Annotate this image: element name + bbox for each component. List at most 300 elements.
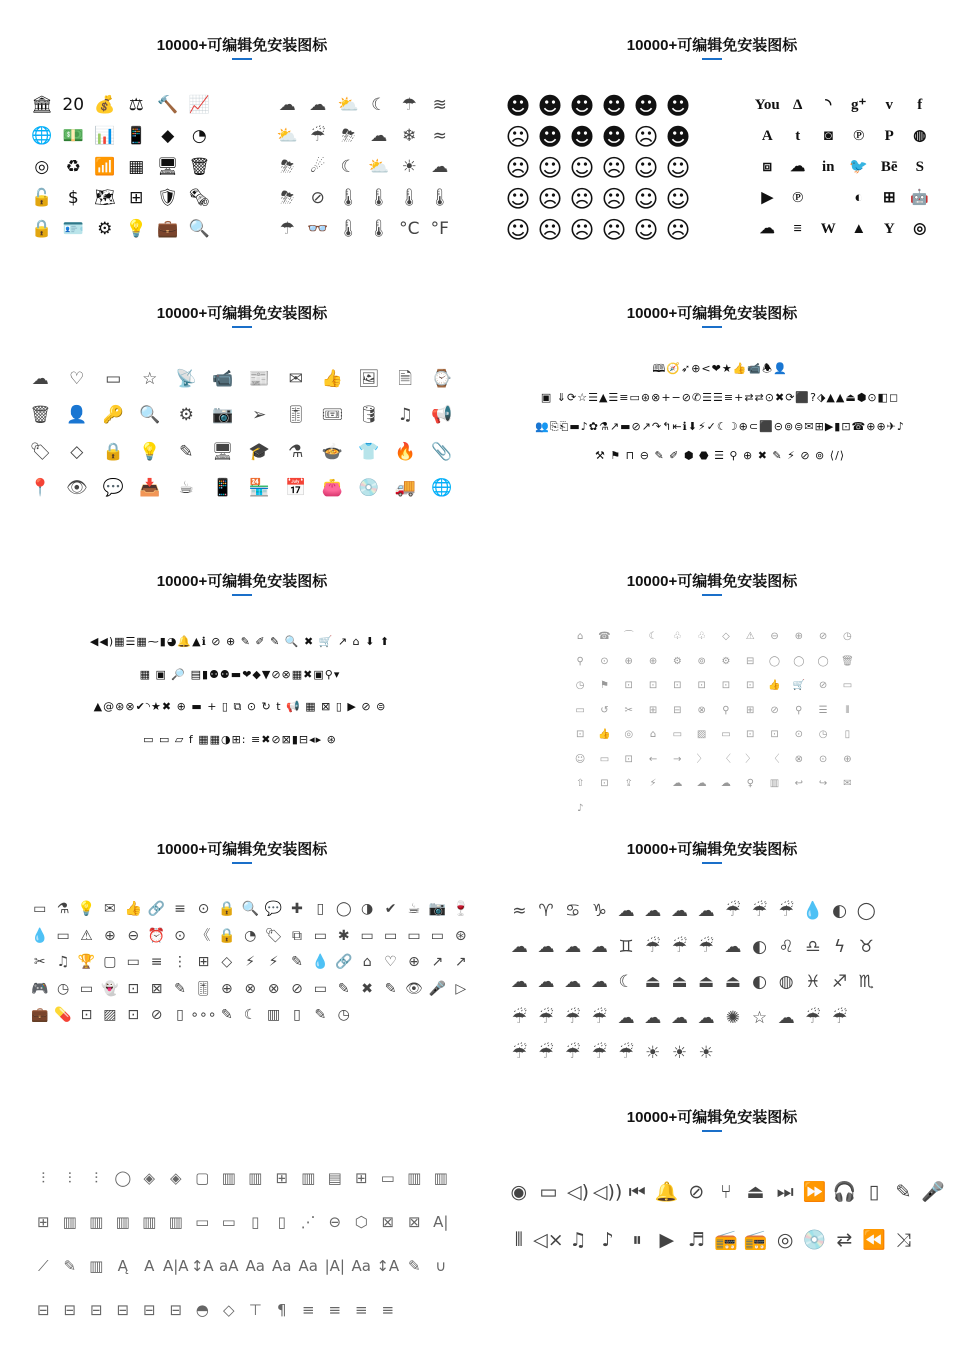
weather-zodiac-icon: ☔	[671, 936, 688, 957]
outline-icon: ⊕	[624, 655, 633, 667]
outline-icon: ⚠	[745, 631, 755, 643]
panel-title: 10000+可编辑免安装图标	[156, 573, 328, 590]
weather-zodiac-icon: ☔	[618, 1043, 634, 1064]
weather-zodiac-icon: ♌	[778, 936, 794, 957]
media-control-icon: ⏪	[862, 1228, 886, 1251]
weather-zodiac-icon: ◍	[778, 972, 794, 993]
emoji-face-icon: ☹	[633, 122, 659, 151]
outline-icon: ▯	[293, 1007, 301, 1024]
food-icon: 🍲	[321, 441, 343, 462]
outline-icon: ⌂	[649, 729, 657, 741]
thermometer-mid-icon: 🌡	[398, 188, 421, 208]
media-control-icon: ◉	[510, 1180, 528, 1203]
weather-zodiac-icon: ☁	[564, 972, 582, 993]
windows-icon: ⊞	[882, 190, 896, 206]
lightbulb-icon: 💡	[125, 219, 147, 239]
outline-icon: 🔗	[335, 954, 353, 971]
outline-icon: ◷	[56, 980, 70, 997]
thumbs-up-icon: 👍	[321, 368, 343, 389]
media-control-icon: ♬	[687, 1228, 705, 1251]
outline-icon: ⊖	[127, 927, 140, 944]
calendar-20-icon: 20	[62, 95, 85, 115]
outline-icon: ⊙	[794, 729, 804, 741]
location-icon: 📍	[29, 478, 51, 499]
outline-icon: ⊗	[267, 980, 280, 997]
emoji-face-icon: ☺	[633, 184, 659, 213]
weather-zodiac-icon: ☁	[670, 1007, 688, 1028]
emoji-face-icon: ☹	[601, 153, 627, 182]
weather-zodiac-icon: ☔	[725, 901, 741, 922]
text-format-icon: ▥	[62, 1212, 77, 1231]
outline-icon: ⊟	[746, 655, 755, 667]
outline-icon: 📷	[428, 901, 447, 918]
outline-icon: ✚	[291, 901, 303, 918]
thermometer-full-icon: 🌡	[337, 219, 360, 239]
outline-icon: ▭	[126, 954, 140, 971]
text-format-icon: ⊟	[89, 1300, 103, 1319]
text-format-icon: ⊤	[248, 1300, 262, 1319]
outline-icon: ♫	[56, 954, 70, 971]
emoji-face-icon: ☻	[633, 91, 659, 120]
emoji-face-icon: ☻	[537, 91, 563, 120]
outline-icon: ✱	[337, 927, 350, 944]
lock-icon: 🔒	[102, 441, 124, 462]
outline-icon: 🏷	[264, 927, 283, 944]
outline-icon: ⊡	[746, 729, 755, 741]
outline-icon: ⌒	[623, 631, 634, 643]
outline-icon: ⊞	[746, 704, 755, 716]
icon-row	[506, 965, 880, 1001]
weather-zodiac-icon: ⏏	[644, 972, 661, 993]
text-format-icon: ▭	[380, 1168, 395, 1187]
outline-icon: ⧉	[291, 927, 302, 944]
weather-zodiac-icon: ☁	[590, 972, 608, 993]
instagram-icon: ◙	[823, 128, 833, 144]
emoji-face-icon: ☻	[505, 91, 531, 120]
outline-icon: →	[673, 753, 682, 765]
outline-icon: ▥	[769, 778, 780, 790]
text-format-icon: ⊞	[36, 1212, 50, 1231]
skype-icon: S	[915, 159, 924, 175]
media-control-icon: ♪	[601, 1228, 614, 1251]
text-format-icon: ▥	[433, 1168, 448, 1187]
outline-icon: ▯	[844, 729, 851, 741]
weather-zodiac-icon: ☆	[751, 1007, 768, 1028]
vimeo-icon: v	[885, 97, 893, 113]
weather-zodiac-icon: ☁	[697, 901, 715, 922]
icon-panel-media-controls	[480, 1072, 960, 1340]
outline-icon: ⊡	[770, 729, 779, 741]
text-format-icon: ⊠	[381, 1212, 395, 1231]
icon-panel-line-icons-large	[0, 268, 480, 536]
money-cycle-icon: ♻	[65, 157, 81, 177]
text-format-icon: ⊠	[407, 1212, 421, 1231]
media-control-icon: ♫	[569, 1228, 587, 1251]
fahrenheit-icon: °F	[430, 219, 449, 239]
sunglasses-icon: 👓	[307, 219, 329, 239]
emoji-face-icon: ☻	[601, 91, 627, 120]
text-format-icon: Aa	[272, 1256, 292, 1275]
icon-row	[30, 1288, 401, 1332]
weather-zodiac-icon: ☔	[565, 1043, 581, 1064]
text-format-icon: ▥	[142, 1212, 157, 1231]
outline-icon: ⊞	[648, 704, 658, 716]
outline-icon: ☁	[696, 778, 707, 790]
media-control-icon: ⏮	[628, 1180, 646, 1203]
weather-zodiac-icon: ☔	[591, 1043, 608, 1064]
outline-icon: ▭	[383, 927, 398, 944]
outline-icon: ♧	[672, 631, 682, 643]
weather-zodiac-icon: ⏏	[724, 972, 741, 993]
text-format-icon: ▥	[407, 1168, 422, 1187]
weather-zodiac-icon: ☀	[671, 1043, 688, 1064]
icon-row	[30, 1156, 454, 1200]
text-format-icon: ▭	[221, 1212, 236, 1231]
outline-icon: ✂	[624, 704, 633, 716]
outline-icon: ⊡	[721, 680, 731, 692]
text-format-icon: A	[144, 1256, 155, 1275]
text-format-icon: ⊟	[36, 1300, 50, 1319]
appstore-icon: A	[761, 128, 773, 144]
outline-icon: ⊞	[197, 954, 210, 971]
media-control-icon: ⏩	[802, 1180, 827, 1203]
thunder-rain-icon: ⛈	[280, 157, 295, 177]
unlocked-icon: 🔓	[31, 188, 53, 208]
outline-icon: ↪	[818, 778, 828, 790]
text-format-icon: ◇	[222, 1300, 235, 1319]
outline-icon: ⊕	[843, 753, 852, 765]
outline-icon: ◎	[624, 729, 634, 741]
text-format-icon: ▥	[221, 1168, 236, 1187]
emoji-face-icon: ☹	[569, 184, 595, 213]
picasa-icon: ◐	[854, 190, 864, 206]
emoji-face-icon: ☹	[601, 215, 627, 244]
icon-row	[506, 930, 880, 966]
text-format-icon: ⫶	[67, 1168, 72, 1187]
weather-zodiac-icon: ☁	[537, 936, 555, 957]
outline-icon: ⚠	[80, 927, 93, 944]
text-format-icon: ▥	[301, 1168, 316, 1187]
fire-icon: 🔥	[394, 441, 416, 462]
scales-icon: ⚖	[128, 95, 144, 115]
outline-icon: ⊟	[673, 704, 682, 716]
weather-zodiac-icon: ♐	[831, 972, 848, 993]
weather-zodiac-icon: ⏏	[698, 972, 715, 993]
outline-icon: ✎	[174, 980, 186, 997]
pinterest-circle-icon: ℗	[792, 190, 804, 206]
globe-icon: 🌐	[431, 478, 453, 499]
outline-icon: ⊡	[127, 1007, 140, 1024]
lightbulb-icon: 💡	[139, 441, 161, 462]
outline-icon: 🎤	[428, 980, 447, 997]
sun-storm-icon: ⛈	[341, 126, 356, 146]
weather-zodiac-icon: 💧	[802, 901, 824, 922]
column-chart-icon: 📶	[94, 157, 116, 177]
weather-icon-grid	[272, 90, 455, 245]
weather-zodiac-icon: ☾	[618, 972, 634, 993]
chat-icon: 💬	[102, 478, 124, 499]
ticket-icon: 🎟	[321, 405, 344, 426]
text-format-icon: ◯	[114, 1168, 132, 1187]
media-control-icon: 💿	[802, 1228, 827, 1251]
icon-panel-thin-outline-grid	[480, 536, 960, 814]
icon-row	[28, 1002, 355, 1029]
text-format-icon: ¶	[276, 1300, 287, 1319]
weather-zodiac-icon: ϟ	[833, 936, 846, 957]
outline-icon: ▢	[103, 954, 117, 971]
outline-icon: ✔	[384, 901, 397, 918]
google-drive-icon: ▲	[851, 221, 867, 237]
outline-icon: ▨	[696, 729, 707, 741]
weather-zodiac-icon: ☔	[538, 1007, 554, 1028]
outline-icon: ☾	[648, 631, 658, 643]
bank-icon: 🏛	[30, 95, 53, 115]
outline-icon: ⚲	[722, 704, 730, 716]
text-format-icon: ▥	[115, 1212, 130, 1231]
outline-icon: ▭	[599, 753, 610, 765]
outline-icon: ☎	[598, 631, 611, 643]
text-format-icon: aA	[219, 1256, 239, 1275]
camera-icon: 📷	[212, 405, 234, 426]
outline-icon: ⏰	[147, 927, 166, 944]
emoji-face-icon: ☻	[537, 122, 563, 151]
video-icon: 📹	[212, 368, 234, 389]
google-plus-icon: g⁺	[851, 97, 867, 113]
delicious-icon: Δ	[793, 97, 803, 113]
equalizer-icon: 🎚	[284, 405, 307, 426]
title-underline	[702, 1130, 722, 1132]
stack-icon: ≡	[793, 221, 803, 237]
outline-icon: ▯	[316, 901, 325, 918]
gavel-icon: 🔨	[157, 95, 179, 115]
trash-icon: 🗑	[188, 157, 211, 177]
text-format-icon: A|	[433, 1212, 449, 1231]
outline-icon: ▭	[721, 729, 731, 741]
outline-icon: ⚡	[245, 954, 256, 971]
outline-icon: ⊘	[770, 704, 779, 716]
text-format-icon: ≡	[328, 1300, 342, 1319]
weather-zodiac-icon: ☁	[670, 901, 688, 922]
weather-zodiac-icon: ☔	[511, 1043, 527, 1064]
partly-sunny-icon: ⛅	[337, 95, 359, 115]
weather-zodiac-icon: ☔	[778, 901, 794, 922]
icon-row	[506, 1001, 853, 1037]
emoji-face-icon: ☹	[505, 153, 531, 182]
yahoo-icon: Y	[883, 221, 895, 237]
outline-icon: ⇧	[575, 778, 585, 790]
weather-zodiac-icon: ☔	[751, 901, 768, 922]
emoji-face-icon: ☺	[505, 184, 531, 213]
emoji-face-icon: ☺	[505, 215, 531, 244]
locked-icon: 🔒	[31, 219, 53, 239]
weather-zodiac-icon: ☁	[564, 936, 582, 957]
text-format-icon: ⫶	[94, 1168, 99, 1187]
text-format-icon: ⟋	[37, 1256, 49, 1275]
text-format-icon: ⊟	[116, 1300, 130, 1319]
thermometer-low-icon: 🌡	[367, 188, 390, 208]
icon-panel-text-format	[0, 1072, 480, 1340]
outline-icon: ⋮	[173, 954, 188, 971]
outline-icon: ▭	[360, 927, 374, 944]
outline-icon: ←	[648, 753, 658, 765]
panel-title: 10000+可编辑免安装图标	[626, 305, 798, 322]
sun-icon: ☀	[401, 157, 417, 177]
outline-icon: ⊡	[697, 680, 706, 692]
linkedin-icon: in	[821, 159, 835, 175]
trash-icon: 🗑	[29, 405, 52, 426]
text-format-icon: ◈	[143, 1168, 156, 1187]
inbox-icon: 📥	[139, 478, 161, 499]
outline-icon: ↗	[431, 954, 444, 971]
media-control-icon: 🔔	[654, 1180, 679, 1203]
text-format-icon: ⬡	[354, 1212, 368, 1231]
moon-rain-icon: ☾	[340, 157, 356, 177]
wallet-icon: 👛	[321, 478, 343, 499]
media-control-icon: ▯	[868, 1180, 880, 1203]
weather-zodiac-icon: ☔	[831, 1007, 848, 1028]
icon-panel-zodiac-weather	[480, 804, 960, 1072]
outline-icon: 💧	[30, 927, 49, 944]
media-control-icon: ⑂	[720, 1180, 732, 1203]
icon-strip-row: 🕮🧭➶⊕<❤★👍📹🕭👤	[652, 362, 788, 375]
panel-title: 10000+可编辑免安装图标	[156, 305, 328, 322]
text-format-icon: ≡	[381, 1300, 395, 1319]
outline-icon: 🗑	[841, 655, 854, 667]
flask-icon: ⚗	[288, 441, 304, 462]
outline-icon: ⊘	[818, 680, 828, 692]
outline-icon: ⇪	[624, 778, 633, 790]
weather-zodiac-icon: ☁	[724, 936, 742, 957]
weather-zodiac-icon: ☁	[510, 936, 528, 957]
search-icon: 🔍	[188, 219, 210, 239]
tumblr-icon: t	[795, 128, 801, 144]
text-format-icon: ▭	[195, 1212, 210, 1231]
outline-icon: 🏆	[77, 954, 96, 971]
phone-icon: 📱	[212, 478, 234, 499]
weather-zodiac-icon: ☁	[510, 972, 528, 993]
text-format-icon: ▯	[251, 1212, 260, 1231]
outline-icon: ⊡	[746, 680, 755, 692]
outline-icon: ◷	[575, 680, 585, 692]
diamond-icon: ◆	[161, 126, 175, 146]
gears-icon: ⚙	[97, 219, 113, 239]
text-format-icon: ◓	[195, 1300, 209, 1319]
facebook-icon: f	[917, 97, 923, 113]
outline-icon: ◯	[793, 655, 805, 667]
panel-title: 10000+可编辑免安装图标	[626, 573, 798, 590]
tablet-chart-icon: 📱	[125, 126, 147, 146]
outline-icon: ☺	[574, 753, 586, 765]
outline-icon: 〉	[745, 753, 756, 765]
outline-icon: ⚙	[672, 655, 682, 667]
media-control-icon: ◁)	[566, 1180, 589, 1203]
outline-icon: ◯	[335, 901, 352, 918]
outline-icon: 〈	[720, 753, 731, 765]
panel-title: 10000+可编辑免安装图标	[156, 841, 328, 858]
outline-icon: ⊙	[174, 927, 186, 944]
outline-icon: ▭	[56, 927, 70, 944]
outline-icon: ⊛	[454, 927, 467, 944]
cup-icon: ☕	[178, 478, 194, 499]
tv-icon: ▭	[105, 368, 122, 389]
emoji-face-icon: ☺	[665, 153, 691, 182]
cloud-up-icon: ☁	[431, 157, 449, 177]
text-format-icon: ◈	[169, 1168, 182, 1187]
media-control-icon: ⇄	[836, 1228, 853, 1251]
weather-zodiac-icon: ☀	[698, 1043, 714, 1064]
outline-icon: ◯	[768, 655, 781, 667]
weather-zodiac-icon: ◐	[752, 936, 767, 957]
outline-icon: ⊘	[150, 1007, 163, 1024]
globe-icon: 🌐	[31, 126, 53, 146]
outline-icon: 🔒	[218, 901, 236, 918]
outline-icon: 👍	[768, 680, 781, 692]
monitor-chart-icon: 🖥	[156, 157, 179, 177]
icon-panel-finance-weather	[0, 0, 480, 268]
calculator-icon: ▦	[128, 157, 145, 177]
emoji-face-icon: ☻	[665, 122, 691, 151]
outline-icon: ◑	[361, 901, 374, 918]
outline-icon: ⚗	[56, 901, 70, 918]
media-control-icon: ⤨	[895, 1228, 912, 1251]
emoji-face-icon: ☻	[569, 122, 595, 151]
media-control-icon: ⏭	[776, 1180, 794, 1203]
outline-icon: ⌂	[576, 631, 584, 643]
chrome-icon: ◎	[913, 221, 927, 237]
text-format-icon: Aa	[245, 1256, 265, 1275]
media-control-icon: 🎧	[832, 1180, 857, 1203]
hail-icon: ☄	[310, 157, 326, 177]
outline-icon: ✎	[220, 1007, 233, 1024]
rss-icon: ◝	[825, 97, 832, 113]
outline-icon: ⊗	[697, 704, 706, 716]
media-control-icon: ⊘	[688, 1180, 705, 1203]
weather-zodiac-icon: ☔	[805, 1007, 821, 1028]
outline-icon: ▭	[407, 927, 421, 944]
banknote-icon: 💵	[62, 126, 84, 146]
satellite-icon: 📡	[175, 368, 197, 389]
text-format-icon: ⊞	[275, 1168, 289, 1187]
outline-icon: ⚑	[599, 680, 609, 692]
umbrella-icon: ☂	[279, 219, 295, 239]
media-control-icon: ▭	[539, 1180, 558, 1203]
icon-row	[30, 1200, 454, 1244]
media-control-icon: ◁))	[592, 1180, 623, 1203]
outline-icon: ✖	[361, 980, 374, 997]
weather-zodiac-icon: ☁	[644, 901, 662, 922]
outline-icon: 👻	[101, 980, 119, 997]
weather-zodiac-icon: ☁	[644, 1007, 662, 1028]
outline-icon: ♀	[746, 778, 754, 790]
paypal-icon: P	[884, 128, 894, 144]
outline-icon: ⊕	[794, 631, 804, 643]
emoji-face-icon: ☻	[665, 91, 691, 120]
dollar-coin-icon: $	[67, 188, 79, 208]
outline-icon: ⊕	[648, 655, 658, 667]
weather-zodiac-icon: ☁	[697, 1007, 715, 1028]
outline-icon: ☕	[407, 901, 421, 918]
outline-icon: ☁	[672, 778, 683, 790]
panel-title: 10000+可编辑免安装图标	[626, 37, 798, 54]
store-icon: 🏪	[248, 478, 270, 499]
outline-icon: ▭	[430, 927, 444, 944]
icon-panel-glyph-strips-2	[0, 536, 480, 804]
outline-icon: 🍷	[452, 901, 470, 918]
id-card-icon: 🪪	[62, 219, 84, 239]
youtube-icon: You	[754, 97, 780, 113]
mail-icon: ✉	[288, 368, 303, 389]
outline-icon: ▭	[672, 729, 683, 741]
